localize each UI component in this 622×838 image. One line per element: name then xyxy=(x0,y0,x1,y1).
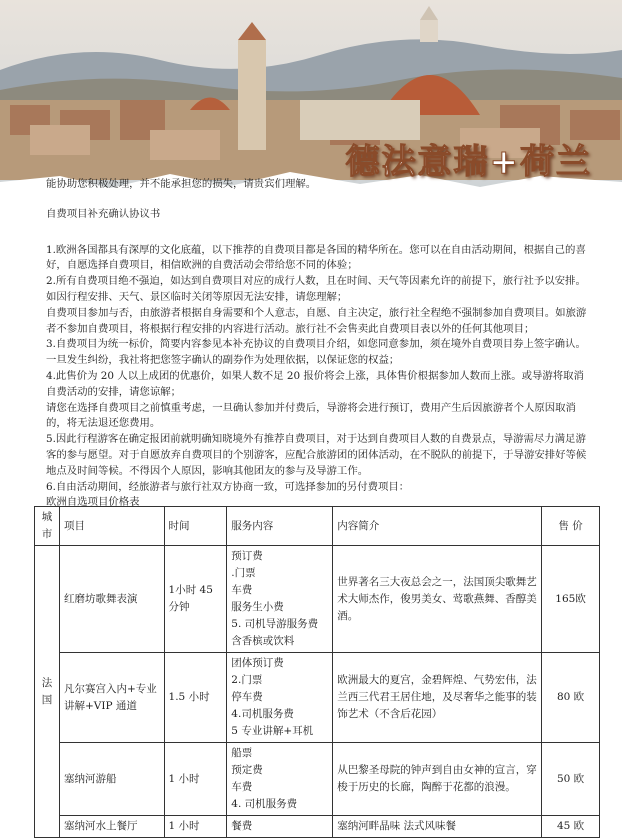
service-cell xyxy=(227,653,333,743)
header-city: 城市 xyxy=(35,507,60,546)
paragraph: 请您在选择自费项目之前慎重考虑，一旦确认参加并付费后，导游将会进行预订，费用产生后因旅游者个人原因取消的，将无法退还您费用。 xyxy=(46,401,576,430)
service-cell xyxy=(227,743,333,816)
header-service: 服务内容 xyxy=(227,507,333,546)
header-item: 项目 xyxy=(59,507,164,546)
table-row xyxy=(35,653,600,743)
agreement-text xyxy=(46,177,591,511)
service-line: 停车费 xyxy=(231,691,263,703)
service-line: 预订费 xyxy=(231,550,263,562)
service-line: 车费 xyxy=(231,584,253,596)
service-line: 2.门票 xyxy=(231,674,263,686)
header-intro: 内容简介 xyxy=(333,507,542,546)
time-cell: 1小时 45分钟 xyxy=(164,546,227,653)
item-cell: 凡尔赛宫入内+专业讲解+VIP 通道 xyxy=(59,653,164,743)
service-line: 服务生小费 xyxy=(231,601,284,613)
paragraph: 1.欧洲各国都具有深厚的文化底蕴，以下推荐的自费项目都是各国的精华所在。您可以在自由活动期间，根据自己的喜好，自愿选择自费项目，相信欧洲的自费活动会带给您不同的体验； xyxy=(46,243,586,272)
time-cell: 1 小时 xyxy=(164,816,227,838)
paragraph: 6.自由活动期间，经旅游者与旅行社双方协商一致，可选择参加的另付费项目： xyxy=(46,480,410,493)
service-line: 4. 司机服务费 xyxy=(231,798,298,810)
price-cell: 165欧 xyxy=(542,546,600,653)
price-cell: 50 欧 xyxy=(542,743,600,816)
price-cell: 80 欧 xyxy=(542,653,600,743)
header-time: 时间 xyxy=(164,507,227,546)
paragraph: 2.所有自费项目绝不强迫，如达到自费项目对应的成行人数，且在时间、天气等因素允许的前提下，旅行社予以安排。如因行程安排、天气、景区临时关闭等原因无法安排，请您理解； xyxy=(46,275,586,303)
table-row xyxy=(35,816,600,838)
city-cell: 法国 xyxy=(35,546,60,838)
price-cell: 45 欧 xyxy=(542,816,600,838)
service-cell xyxy=(227,816,333,838)
intro-cell: 欧洲最大的夏宫，金碧辉煌、气势宏伟，法兰西三代君王居住地，及尽奢华之能事的装饰艺术（不含后花园） xyxy=(333,653,542,743)
item-cell: 红磨坊歌舞表演 xyxy=(59,546,164,653)
table-header-row xyxy=(35,507,600,546)
time-cell: 1 小时 xyxy=(164,743,227,816)
service-line: 餐费 xyxy=(231,820,253,832)
service-line: 4.司机服务费 xyxy=(231,708,294,720)
paragraph: 3.自费项目为统一标价，简要内容参见本补充协议的自费项目介绍，如您同意参加，须在境外自费项目券上签字确认。一旦发生纠纷，我社将把您签字确认的副券作为处理依据，以保证您的权益； xyxy=(46,338,586,367)
intro-cell: 从巴黎圣母院的钟声到自由女神的宣言，穿梭于历史的长廊，陶醉于花都的浪漫。 xyxy=(333,743,542,816)
price-table-title: 欧洲自选项目价格表 xyxy=(46,496,140,509)
paragraph: 自费项目参加与否，由旅游者根据自身需要和个人意志，自愿、自主决定，旅行社全程绝不强制参加自费项目。如旅游者不参加自费项目，将根据行程安排的内容进行活动。旅行社不会售卖此自费项目表以外的任何其他项目； xyxy=(46,306,587,335)
service-line: 团体预订费 xyxy=(231,657,284,669)
intro-cell: 塞纳河畔晶味 法式风味餐 xyxy=(333,816,542,838)
service-line: 5 专业讲解+耳机 xyxy=(231,725,314,737)
service-line: 船票 xyxy=(231,747,253,759)
item-cell: 塞纳河游船 xyxy=(59,743,164,816)
intro-note: 能协助您积极处理，并不能承担您的损失，请贵宾们理解。 xyxy=(46,178,317,190)
service-line: 5. 司机导游服务费含香槟或饮料 xyxy=(231,618,319,647)
service-line: 车费 xyxy=(231,781,253,793)
paragraph: 5.因此行程游客在确定报团前就明确知晓境外有推荐自费项目，对于达到自费项目人数的自费景点，导游需尽力满足游客的参与愿望。对于自愿放弃自费项目的个别游客，应配合旅游团的团体活动，在不脱队的前提下，于导游安排好等候地点及时间等候。不得因个人原因，影响其他团友的参与及导游工作。 xyxy=(46,433,587,477)
header-banner xyxy=(0,0,622,200)
service-cell xyxy=(227,546,333,653)
time-cell: 1.5 小时 xyxy=(164,653,227,743)
item-cell: 塞纳河水上餐厅 xyxy=(59,816,164,838)
service-line: 预定费 xyxy=(231,764,263,776)
doc-title: 自费项目补充确认协议书 xyxy=(46,207,161,220)
paragraph: 4.此售价为 20 人以上成团的优惠价，如果人数不足 20 报价将会上涨，具体售价根据参加人数而上涨。或导游将取消自费活动的安排，请您谅解； xyxy=(46,369,584,398)
header-price: 售 价 xyxy=(542,507,600,546)
table-row xyxy=(35,743,600,816)
banner-title: 德法意瑞+荷兰 xyxy=(345,142,592,182)
service-line: .门票 xyxy=(231,567,256,579)
price-table xyxy=(34,506,600,838)
intro-cell: 世界著名三大夜总会之一，法国顶尖歌舞艺术大师杰作，俊男美女、莺歌燕舞、香醇美酒。 xyxy=(333,546,542,653)
table-row xyxy=(35,546,600,653)
